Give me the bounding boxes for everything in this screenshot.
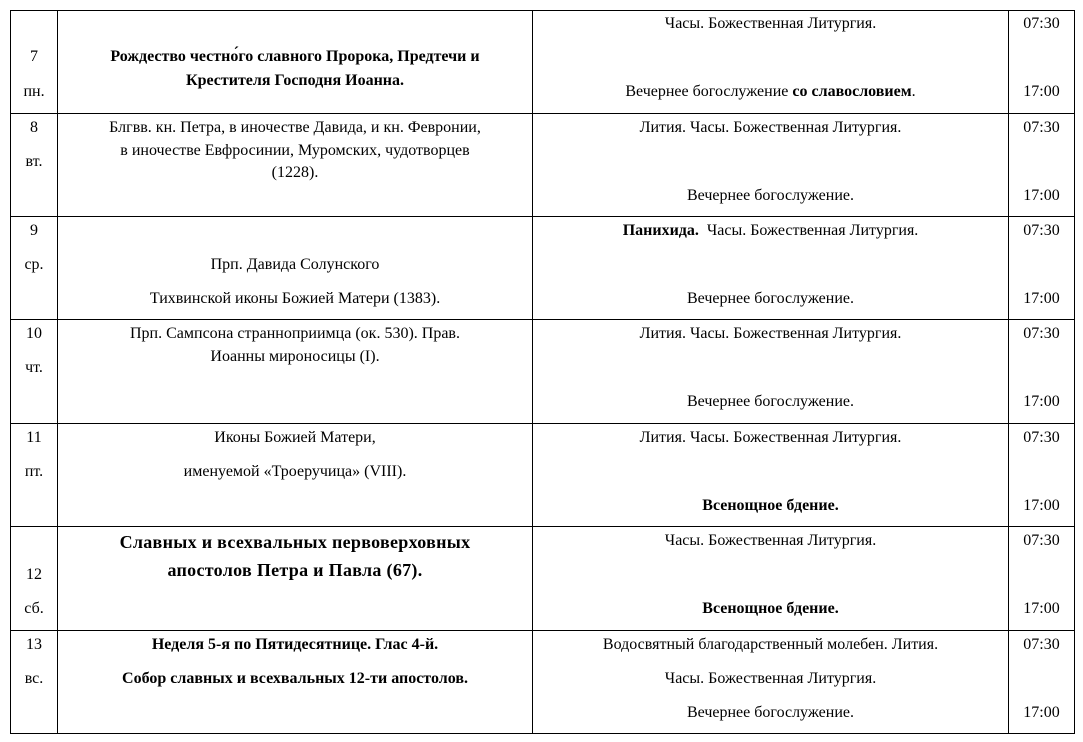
day-cell [11,217,58,320]
service-line: Часы. Божественная Литургия. [664,15,877,32]
service-line: Вечернее богослужение. [686,704,855,721]
feast-line: (1228). [271,164,319,181]
day-number: 10 [26,325,42,342]
weekday: вс. [24,670,44,687]
day-cell [11,114,58,217]
service-line: Водосвятный благодарственный молебен. Лития. [602,636,939,653]
table-row [11,527,1075,631]
day-cell [11,424,58,527]
day-number: 8 [30,119,38,136]
feast-cell [58,11,533,114]
feast-line: именуемой «Троеручица» (VIII). [183,463,407,480]
table-row [11,11,1075,114]
service-cell [533,11,1009,114]
table-row [11,217,1075,320]
day-cell [11,11,58,114]
service-cell [533,424,1009,527]
service-text: Часы. Божественная Литургия. [706,222,919,239]
feast-line: Рождество честно́го славного Пророка, Предтечи и [110,48,480,65]
day-cell [11,320,58,424]
service-line: Часы. Божественная Литургия. [664,532,877,549]
weekday: сб. [24,600,44,617]
service-cell [533,114,1009,217]
time-evening: 17:00 [1023,83,1060,100]
service-line: Лития. Часы. Божественная Литургия. [639,119,902,136]
time-cell [1009,527,1075,631]
service-line: Вечернее богослужение. [686,393,855,410]
feast-line: в иночестве Евфросинии, Муромских, чудотворцев [120,142,470,159]
service-emphasis: со славословием [792,83,912,100]
time-evening: 17:00 [1023,704,1060,721]
time-cell [1009,11,1075,114]
feast-line: Тихвинской иконы Божией Матери (1383). [149,290,441,307]
service-line: Всенощное бдение. [702,497,839,514]
time-cell [1009,320,1075,424]
time-evening: 17:00 [1023,187,1060,204]
time-morning: 07:30 [1023,119,1060,136]
feast-line: Иоанны мироносицы (I). [210,348,380,365]
day-number: 12 [26,566,42,583]
table-row [11,424,1075,527]
weekday: пт. [24,463,44,480]
service-cell [533,217,1009,320]
service-text: Вечернее богослужение [625,83,789,100]
feast-line: Иконы Божией Матери, [214,429,376,446]
feast-line: Собор славных и всехвальных 12-ти апостолов. [122,670,468,687]
feast-line: Прп. Сампсона странноприимца (ок. 530). Прав. [130,325,460,342]
service-line: Часы. Божественная Литургия. [664,670,877,687]
service-cell [533,527,1009,631]
feast-cell [58,217,533,320]
time-evening: 17:00 [1023,600,1060,617]
day-number: 7 [30,48,38,65]
service-line: Лития. Часы. Божественная Литургия. [639,429,902,446]
weekday: пн. [23,83,45,100]
feast-line: Блгвв. кн. Петра, в иночестве Давида, и кн. Февронии, [109,119,481,136]
service-line [533,83,1008,101]
feast-line: Неделя 5-я по Пятидесятнице. Глас 4-й. [151,636,439,653]
table-row [11,114,1075,217]
service-punct: . [911,83,916,100]
time-evening: 17:00 [1023,497,1060,514]
day-cell [11,631,58,734]
feast-line: Славных и всехвальных первоверховных [119,532,471,552]
weekday: ср. [24,256,44,273]
time-morning: 07:30 [1023,15,1060,32]
table-row [11,320,1075,424]
service-line: Вечернее богослужение. [686,187,855,204]
service-emphasis: Панихида. [622,222,699,239]
service-line: Всенощное бдение. [702,600,839,617]
day-number: 11 [26,429,42,446]
time-evening: 17:00 [1023,290,1060,307]
feast-line: Прп. Давида Солунского [210,256,380,273]
day-number: 13 [26,636,42,653]
service-line [533,222,1008,240]
time-evening: 17:00 [1023,393,1060,410]
weekday: чт. [25,359,43,376]
feast-cell [58,424,533,527]
service-line: Вечернее богослужение. [686,290,855,307]
time-morning: 07:30 [1023,532,1060,549]
time-morning: 07:30 [1023,429,1060,446]
feast-cell [58,114,533,217]
day-cell [11,527,58,631]
feast-cell [58,527,533,631]
feast-line: апостолов Петра и Павла (67). [167,560,423,580]
service-cell [533,631,1009,734]
table-row [11,631,1075,734]
service-cell [533,320,1009,424]
feast-cell [58,631,533,734]
schedule-table [10,10,1075,734]
time-morning: 07:30 [1023,325,1060,342]
time-morning: 07:30 [1023,636,1060,653]
time-cell [1009,424,1075,527]
time-cell [1009,114,1075,217]
feast-line: Крестителя Господня Иоанна. [185,72,405,89]
feast-cell [58,320,533,424]
time-morning: 07:30 [1023,222,1060,239]
time-cell [1009,217,1075,320]
day-number: 9 [30,222,38,239]
service-line: Лития. Часы. Божественная Литургия. [639,325,902,342]
time-cell [1009,631,1075,734]
weekday: вт. [25,153,43,170]
